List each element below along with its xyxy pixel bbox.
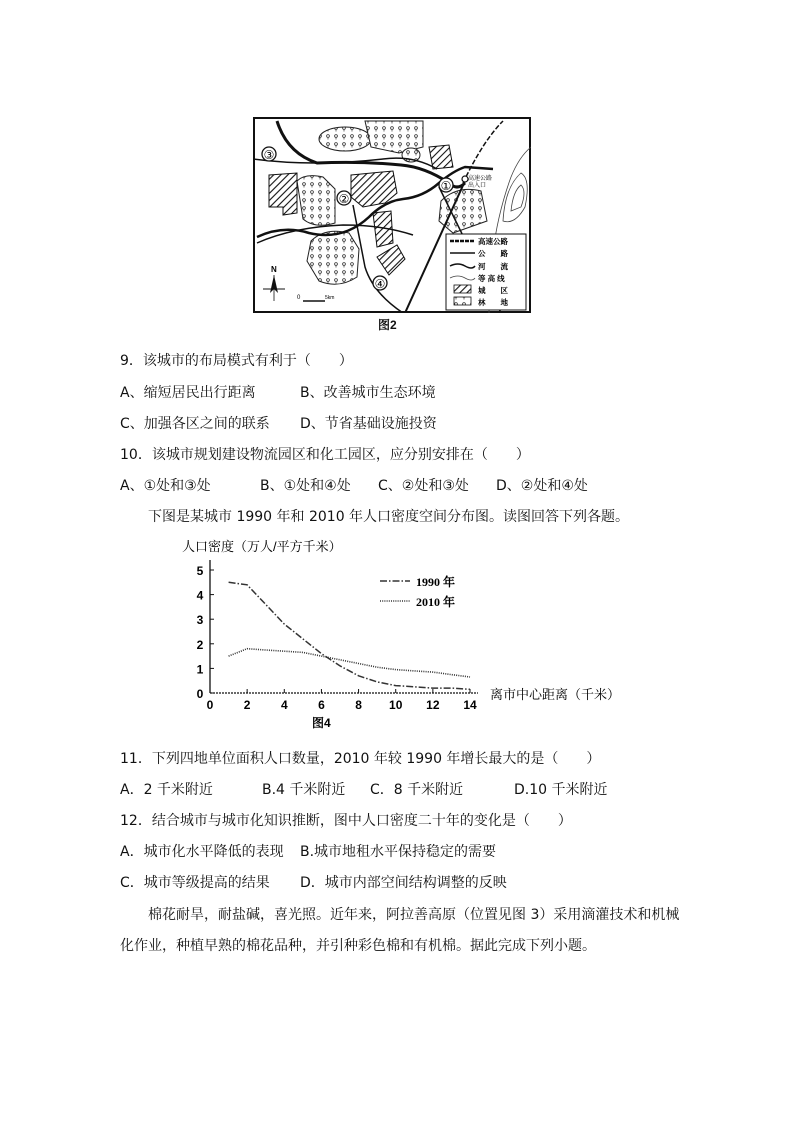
question-9-option-d[interactable]: D、节省基础设施投资	[300, 416, 437, 432]
svg-text:公 路: 公 路	[478, 249, 508, 258]
question-9-option-b[interactable]: B、改善城市生态环境	[300, 385, 436, 401]
svg-text:0: 0	[297, 295, 301, 301]
question-12-option-a[interactable]: A．城市化水平降低的表现	[120, 844, 284, 860]
city-layout-map	[253, 117, 531, 313]
y-tick-label: 4	[196, 588, 204, 603]
cotton-intro-line-1: 棉花耐旱，耐盐碱，喜光照。近年来，阿拉善高原（位置见图 3）采用滴灌技术和机械	[148, 907, 680, 923]
cotton-intro-paragraph	[120, 900, 680, 962]
x-tick-label: 6	[318, 698, 325, 712]
forest-area	[297, 176, 335, 226]
svg-text:等 高 线: 等 高 线	[478, 274, 505, 283]
chart-caption: 图4	[312, 716, 331, 730]
svg-text:林 地: 林 地	[478, 298, 508, 307]
svg-text:③: ③	[263, 148, 275, 162]
cotton-intro-line-2: 化作业，种植早熟的棉花品种，并引种彩色棉和有机棉。据此完成下列小题。	[120, 938, 596, 954]
location-marker-1	[439, 178, 453, 193]
svg-text:河 流: 河 流	[478, 262, 508, 271]
x-tick-label: 0	[206, 698, 214, 712]
svg-text:N: N	[271, 265, 277, 274]
svg-text:高速公路: 高速公路	[478, 237, 508, 246]
question-12-option-d[interactable]: D．城市内部空间结构调整的反映	[300, 875, 507, 891]
y-tick-label: 0	[196, 687, 204, 701]
highway-entrance-label: 出入口	[468, 183, 487, 189]
question-11-option-a[interactable]: A．2 千米附近	[120, 782, 213, 798]
question-9-option-a[interactable]: A、缩短居民出行距离	[120, 385, 256, 401]
figure-2-caption: 图2	[378, 318, 397, 332]
svg-text:城 区: 城 区	[478, 286, 508, 295]
question-9-stem: 9．该城市的布局模式有利于（ ）	[120, 353, 353, 369]
svg-text:②: ②	[338, 192, 350, 206]
svg-text:④: ④	[374, 277, 386, 291]
question-10-option-a[interactable]: A、①处和③处	[120, 478, 211, 494]
question-9-option-c[interactable]: C、加强各区之间的联系	[120, 416, 270, 432]
series-line-2010	[229, 649, 470, 677]
y-tick-label: 2	[196, 637, 204, 652]
x-tick-label: 4	[280, 698, 288, 712]
y-tick-label: 3	[196, 613, 204, 628]
location-marker-2	[337, 191, 351, 206]
x-tick-label: 10	[389, 698, 403, 712]
y-tick-label: 5	[196, 564, 204, 578]
question-10-option-d[interactable]: D、②处和④处	[496, 478, 588, 494]
chart-intro: 下图是某城市 1990 年和 2010 年人口密度空间分布图。读图回答下列各题。	[148, 509, 630, 525]
location-marker-3	[262, 147, 276, 162]
y-axis-label: 人口密度（万人/平方千米）	[182, 539, 342, 554]
question-10-option-b[interactable]: B、①处和④处	[260, 478, 351, 494]
svg-text:5km: 5km	[325, 295, 335, 301]
question-12-option-c[interactable]: C．城市等级提高的结果	[120, 875, 270, 891]
x-tick-label: 12	[426, 698, 440, 712]
question-11-option-b[interactable]: B.4 千米附近	[262, 782, 346, 798]
map-legend	[446, 234, 526, 310]
population-density-chart	[180, 535, 640, 735]
question-12-option-b[interactable]: B.城市地租水平保持稳定的需要	[300, 844, 497, 860]
urban-district	[429, 145, 453, 169]
highway-entrance-label: 高速公路	[468, 176, 493, 182]
x-tick-label: 14	[463, 698, 477, 712]
legend-entry: 2010 年	[416, 595, 456, 609]
forest-area	[319, 127, 371, 151]
question-10-option-c[interactable]: C、②处和③处	[378, 478, 469, 494]
location-marker-4	[373, 276, 387, 291]
question-11-option-d[interactable]: D.10 千米附近	[514, 782, 608, 798]
x-tick-label: 8	[355, 698, 362, 712]
x-axis-label: 离市中心距离（千米）	[490, 687, 621, 702]
y-tick-label: 1	[196, 662, 204, 677]
question-12-stem: 12．结合城市与城市化知识推断，图中人口密度二十年的变化是（ ）	[120, 813, 572, 829]
svg-text:①: ①	[440, 179, 452, 193]
question-11-stem: 11．下列四地单位面积人口数量，2010 年较 1990 年增长最大的是（ ）	[120, 751, 601, 767]
question-11-option-c[interactable]: C．8 千米附近	[370, 782, 464, 798]
x-tick-label: 2	[243, 698, 251, 712]
legend-entry: 1990 年	[416, 575, 456, 589]
question-10-stem: 10．该城市规划建设物流园区和化工园区，应分别安排在（ ）	[120, 447, 530, 463]
